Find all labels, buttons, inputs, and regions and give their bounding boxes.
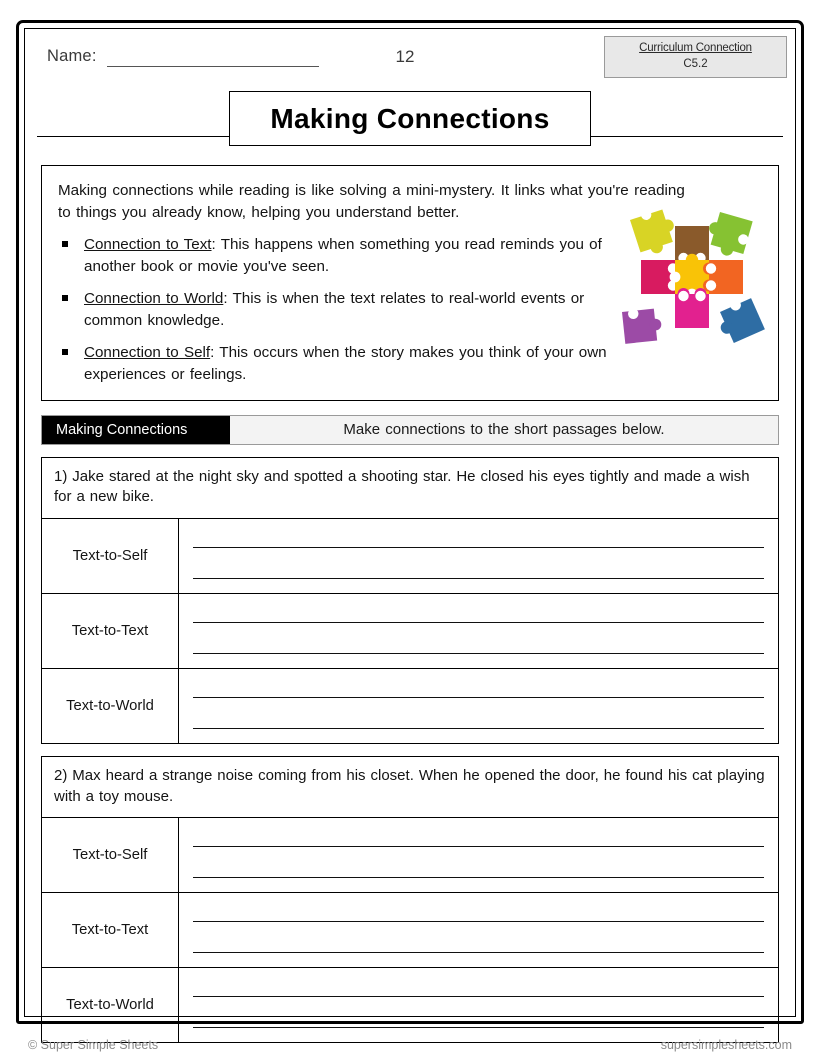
table-row [42,594,778,669]
connection-type-term: Connection to Text [84,236,212,254]
writing-line [193,1027,764,1028]
passage-text: 2) Max heard a strange noise coming from his closet. When he opened the door, he found his cat playing with a toy mouse. [42,757,778,818]
passage-text: 1) Jake stared at the night sky and spotted a shooting star. He closed his eyes tightly and made a wish for a new bike. [42,458,778,519]
connection-type-term: Connection to World [84,290,224,308]
intro-box [41,165,779,401]
copyright-text: © Super Simple Sheets [28,1038,159,1052]
section-header-bar [41,415,779,445]
connection-type-term: Connection to Self [84,344,211,362]
question-block-1 [41,457,779,744]
list-item [58,234,644,277]
answer-area-text-to-text[interactable] [179,893,778,967]
writing-line [193,952,764,953]
table-row [42,519,778,594]
row-label: Text-to-World [42,669,179,743]
curriculum-connection-title: Curriculum Connection [639,42,752,55]
list-item [58,288,644,331]
answer-area-text-to-world[interactable] [179,669,778,743]
curriculum-connection-badge [604,36,787,78]
writing-line [193,622,764,623]
writing-line [193,877,764,878]
table-row [42,818,778,893]
writing-line [193,996,764,997]
writing-line [193,547,764,548]
website-link[interactable]: supersimplesheets.com [660,1038,792,1052]
connection-type-description: : This occurs when the story makes you think of your own experiences or feelings. [84,344,607,384]
worksheet-page [24,28,796,1017]
row-label: Text-to-Text [42,594,179,668]
square-bullet-icon [62,295,68,301]
square-bullet-icon [62,241,68,247]
curriculum-connection-code: C5.2 [683,58,708,70]
worksheet-page-border [16,20,804,1024]
section-instruction: Make connections to the short passages below. [230,416,778,444]
page-title-box [229,91,591,146]
answer-area-text-to-self[interactable] [179,519,778,593]
row-label: Text-to-Self [42,818,179,892]
title-band [25,97,795,159]
page-title: Making Connections [270,102,550,134]
worksheet-footer [0,1032,820,1058]
writing-line [193,846,764,847]
connection-type-description: : This is when the text relates to real-world events or common knowledge. [84,290,585,329]
row-label: Text-to-Text [42,893,179,967]
section-tag: Making Connections [42,416,230,444]
question-block-2 [41,756,779,1043]
table-row [42,669,778,743]
writing-line [193,728,764,729]
writing-line [193,578,764,579]
page-number: 12 [395,47,415,66]
connection-type-description: : This happens when something you read reminds you of another book or movie you've seen. [84,236,602,275]
writing-line [193,921,764,922]
writing-line [193,653,764,654]
table-row [42,893,778,968]
list-item [58,342,644,385]
name-label: Name: [47,47,97,65]
square-bullet-icon [62,349,68,355]
jigsaw-puzzle-icon [620,204,772,356]
answer-area-text-to-self[interactable] [179,818,778,892]
answer-area-text-to-text[interactable] [179,594,778,668]
row-label: Text-to-Self [42,519,179,593]
row-label: Text-to-World [42,968,179,1042]
worksheet-header [25,29,795,97]
writing-line [193,697,764,698]
intro-lead-text: Making connections while reading is like solving a mini-mystery. It links what you're reading to things you already know, helping you understand better. [58,182,685,221]
